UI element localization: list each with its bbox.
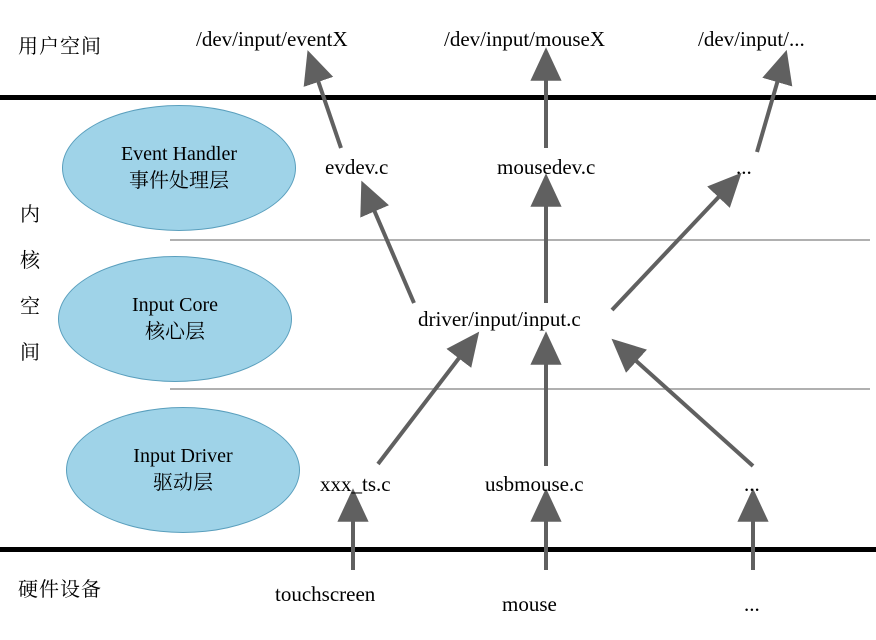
- arrow-inputcore-to-handlerellipsis: [612, 185, 730, 310]
- node-input-core-label-cn: 核心层: [145, 321, 205, 343]
- divider-core-driver: [170, 388, 870, 390]
- node-input-driver: [66, 407, 300, 533]
- divider-userspace-kernel: [0, 95, 876, 100]
- node-event-handler: [62, 105, 296, 231]
- handler-file-ellipsis: ...: [736, 155, 752, 179]
- arrow-driverellipsis-to-inputcore: [624, 350, 753, 466]
- driver-file-usbmouse: usbmouse.c: [485, 472, 584, 496]
- divider-kernel-hardware: [0, 547, 876, 552]
- node-input-core: [58, 256, 292, 382]
- device-node-eventx: /dev/input/eventX: [196, 27, 348, 51]
- arrow-handlerellipsis-to-devellipsis: [757, 66, 782, 152]
- node-input-core-label-en: Input Core: [131, 294, 219, 316]
- arrow-inputcore-to-evdev: [368, 196, 414, 303]
- node-event-handler-label-cn: 事件处理层: [129, 170, 229, 192]
- handler-file-mousedev: mousedev.c: [497, 155, 596, 179]
- node-input-driver-label-en: Input Driver: [133, 445, 233, 467]
- zone-label-kernelspace-char-4: 间: [20, 342, 40, 364]
- zone-label-hardware: 硬件设备: [18, 579, 102, 601]
- arrow-evdev-to-eventx: [313, 66, 341, 148]
- zone-label-kernelspace-char-1: 内: [20, 204, 40, 226]
- device-node-ellipsis: /dev/input/...: [698, 27, 805, 51]
- handler-file-evdev: evdev.c: [325, 155, 389, 179]
- arrow-xxxts-to-inputcore: [378, 345, 469, 464]
- driver-file-ellipsis: ...: [744, 472, 760, 496]
- driver-file-xxx-ts: xxx_ts.c: [320, 472, 391, 496]
- hardware-node-touchscreen: touchscreen: [275, 582, 376, 606]
- zone-label-kernelspace: [20, 205, 40, 389]
- core-file-input-c: driver/input/input.c: [418, 307, 581, 331]
- hardware-node-mouse: mouse: [502, 592, 557, 616]
- zone-label-userspace: 用户空间: [18, 36, 102, 58]
- node-input-driver-label-cn: 驱动层: [153, 472, 213, 494]
- zone-label-kernelspace-char-3: 空: [20, 296, 40, 318]
- node-event-handler-label-en: Event Handler: [120, 143, 238, 165]
- zone-label-kernelspace-char-2: 核: [20, 250, 40, 272]
- hardware-node-ellipsis: ...: [744, 592, 760, 616]
- device-node-mousex: /dev/input/mouseX: [444, 27, 605, 51]
- divider-handler-core: [170, 239, 870, 241]
